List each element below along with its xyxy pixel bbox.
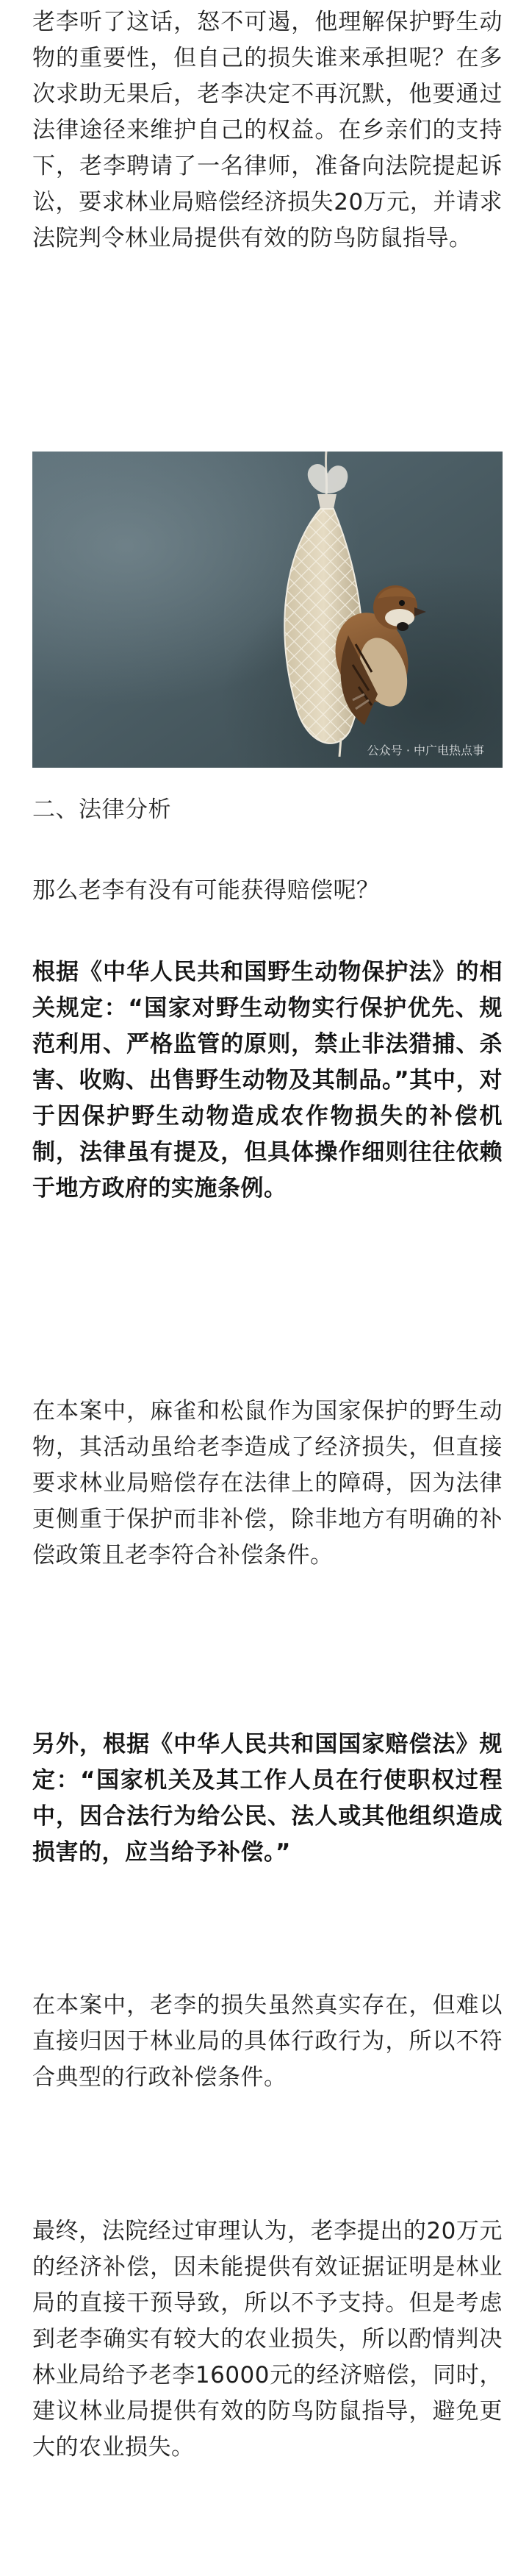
image-watermark: 公众号 · 中广电热点事 [367,743,484,757]
paragraph-verdict: 最终，法院经过审理认为，老李提出的20万元的经济补偿，因未能提供有效证据证明是林业局的直接干预导致，所以不予支持。但是考虑到老李确实有较大的农业损失，所以酌情判决林业局给予老李16000元的经济赔偿，同时，建议林业局提供有效的防鸟防鼠指导，避免更大的农业损失。 [32,2218,503,2461]
paragraph-question: 那么老李有没有可能获得赔偿呢？ [32,877,380,904]
sparrow-feeder-photo [32,452,503,768]
paragraph-state-compensation-law: 另外，根据《中华人民共和国国家赔偿法》规定：“国家机关及其工作人员在行使职权过程中，因合法行为给公民、法人或其他组织造成损害的，应当给予补偿。” [32,1731,503,1866]
paragraph-case-conclusion: 在本案中，老李的损失虽然真实存在，但难以直接归因于林业局的具体行政行为，所以不符合典型的行政补偿条件。 [32,1992,503,2091]
paragraph-wildlife-law: 根据《中华人民共和国野生动物保护法》的相关规定：“国家对野生动物实行保护优先、规范利用、严格监管的原则，禁止非法猎捕、杀害、收购、出售野生动物及其制品。”其中，对于因保护野生动物造成农作物损失的补偿机制，法律虽有提及，但具体操作细则往往依赖于地方政府的实施条例。 [32,959,503,1202]
section-heading: 二、法律分析 [32,796,171,823]
paragraph-intro: 老李听了这话，怒不可遏，他理解保护野生动物的重要性，但自己的损失谁来承担呢？在多次求助无果后，老李决定不再沉默，他要通过法律途径来维护自己的权益。在乡亲们的支持下，老李聘请了一名律师，准备向法院提起诉讼，要求林业局赔偿经济损失20万元，并请求法院判令林业局提供有效的防鸟防鼠指导。 [32,9,503,251]
paragraph-case-analysis: 在本案中，麻雀和松鼠作为国家保护的野生动物，其活动虽给老李造成了经济损失，但直接要求林业局赔偿存在法律上的障碍，因为法律更侧重于保护而非补偿，除非地方有明确的补偿政策且老李符合补偿条件。 [32,1398,503,1569]
